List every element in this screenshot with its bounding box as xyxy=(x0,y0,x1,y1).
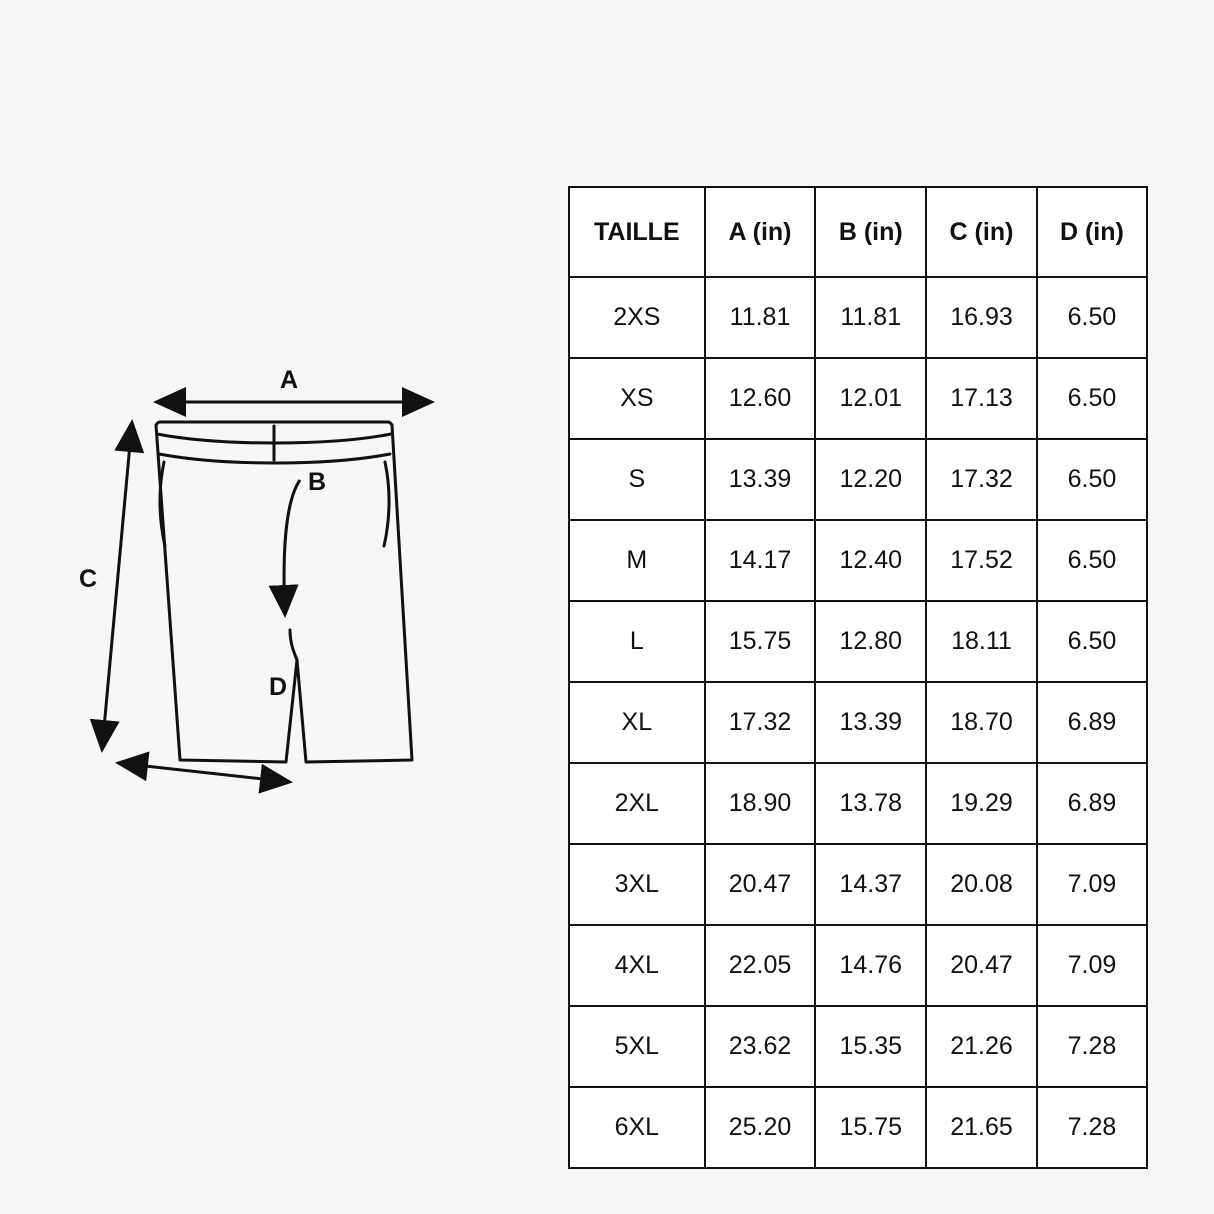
cell-c: 19.29 xyxy=(926,763,1037,844)
dim-label-a: A xyxy=(279,366,299,394)
cell-size: 2XS xyxy=(569,277,705,358)
cell-size: XS xyxy=(569,358,705,439)
cell-d: 7.28 xyxy=(1037,1006,1147,1087)
cell-a: 14.17 xyxy=(705,520,816,601)
cell-size: S xyxy=(569,439,705,520)
table-row xyxy=(569,1006,1147,1087)
cell-b: 15.35 xyxy=(815,1006,926,1087)
cell-b: 12.40 xyxy=(815,520,926,601)
cell-c: 20.08 xyxy=(926,844,1037,925)
cell-a: 20.47 xyxy=(705,844,816,925)
cell-a: 22.05 xyxy=(705,925,816,1006)
size-table xyxy=(568,186,1148,1169)
header-taille: TAILLE xyxy=(569,187,705,277)
cell-c: 21.65 xyxy=(926,1087,1037,1168)
cell-size: 5XL xyxy=(569,1006,705,1087)
table-row xyxy=(569,925,1147,1006)
size-table-head xyxy=(569,187,1147,277)
dim-label-c: C xyxy=(78,565,98,593)
header-a: A (in) xyxy=(705,187,816,277)
cell-a: 11.81 xyxy=(705,277,816,358)
cell-c: 20.47 xyxy=(926,925,1037,1006)
cell-b: 12.80 xyxy=(815,601,926,682)
dim-label-d: D xyxy=(268,673,288,701)
cell-d: 6.50 xyxy=(1037,439,1147,520)
cell-c: 17.13 xyxy=(926,358,1037,439)
cell-size: 4XL xyxy=(569,925,705,1006)
cell-d: 6.50 xyxy=(1037,520,1147,601)
size-table-body xyxy=(569,277,1147,1168)
cell-b: 12.20 xyxy=(815,439,926,520)
cell-d: 6.89 xyxy=(1037,763,1147,844)
table-row xyxy=(569,844,1147,925)
header-b: B (in) xyxy=(815,187,926,277)
cell-c: 17.52 xyxy=(926,520,1037,601)
shorts-diagram xyxy=(60,350,530,830)
cell-d: 7.28 xyxy=(1037,1087,1147,1168)
cell-size: L xyxy=(569,601,705,682)
cell-size: 2XL xyxy=(569,763,705,844)
cell-c: 21.26 xyxy=(926,1006,1037,1087)
cell-b: 12.01 xyxy=(815,358,926,439)
cell-a: 12.60 xyxy=(705,358,816,439)
table-row xyxy=(569,358,1147,439)
table-row xyxy=(569,763,1147,844)
table-row xyxy=(569,277,1147,358)
cell-a: 23.62 xyxy=(705,1006,816,1087)
cell-size: 6XL xyxy=(569,1087,705,1168)
cell-size: XL xyxy=(569,682,705,763)
cell-c: 18.11 xyxy=(926,601,1037,682)
cell-b: 14.76 xyxy=(815,925,926,1006)
cell-c: 17.32 xyxy=(926,439,1037,520)
cell-size: M xyxy=(569,520,705,601)
cell-size: 3XL xyxy=(569,844,705,925)
table-row xyxy=(569,682,1147,763)
cell-a: 18.90 xyxy=(705,763,816,844)
size-table-container xyxy=(568,186,1148,1169)
cell-c: 16.93 xyxy=(926,277,1037,358)
cell-b: 13.39 xyxy=(815,682,926,763)
cell-d: 6.50 xyxy=(1037,358,1147,439)
cell-a: 17.32 xyxy=(705,682,816,763)
table-row xyxy=(569,1087,1147,1168)
cell-a: 25.20 xyxy=(705,1087,816,1168)
header-c: C (in) xyxy=(926,187,1037,277)
cell-d: 6.50 xyxy=(1037,601,1147,682)
cell-b: 15.75 xyxy=(815,1087,926,1168)
cell-d: 7.09 xyxy=(1037,844,1147,925)
table-row xyxy=(569,439,1147,520)
cell-d: 6.89 xyxy=(1037,682,1147,763)
dim-label-b: B xyxy=(308,468,327,496)
table-header-row xyxy=(569,187,1147,277)
header-d: D (in) xyxy=(1037,187,1147,277)
cell-d: 6.50 xyxy=(1037,277,1147,358)
table-row xyxy=(569,520,1147,601)
cell-a: 13.39 xyxy=(705,439,816,520)
table-row xyxy=(569,601,1147,682)
cell-b: 13.78 xyxy=(815,763,926,844)
cell-b: 11.81 xyxy=(815,277,926,358)
cell-a: 15.75 xyxy=(705,601,816,682)
cell-b: 14.37 xyxy=(815,844,926,925)
cell-c: 18.70 xyxy=(926,682,1037,763)
cell-d: 7.09 xyxy=(1037,925,1147,1006)
